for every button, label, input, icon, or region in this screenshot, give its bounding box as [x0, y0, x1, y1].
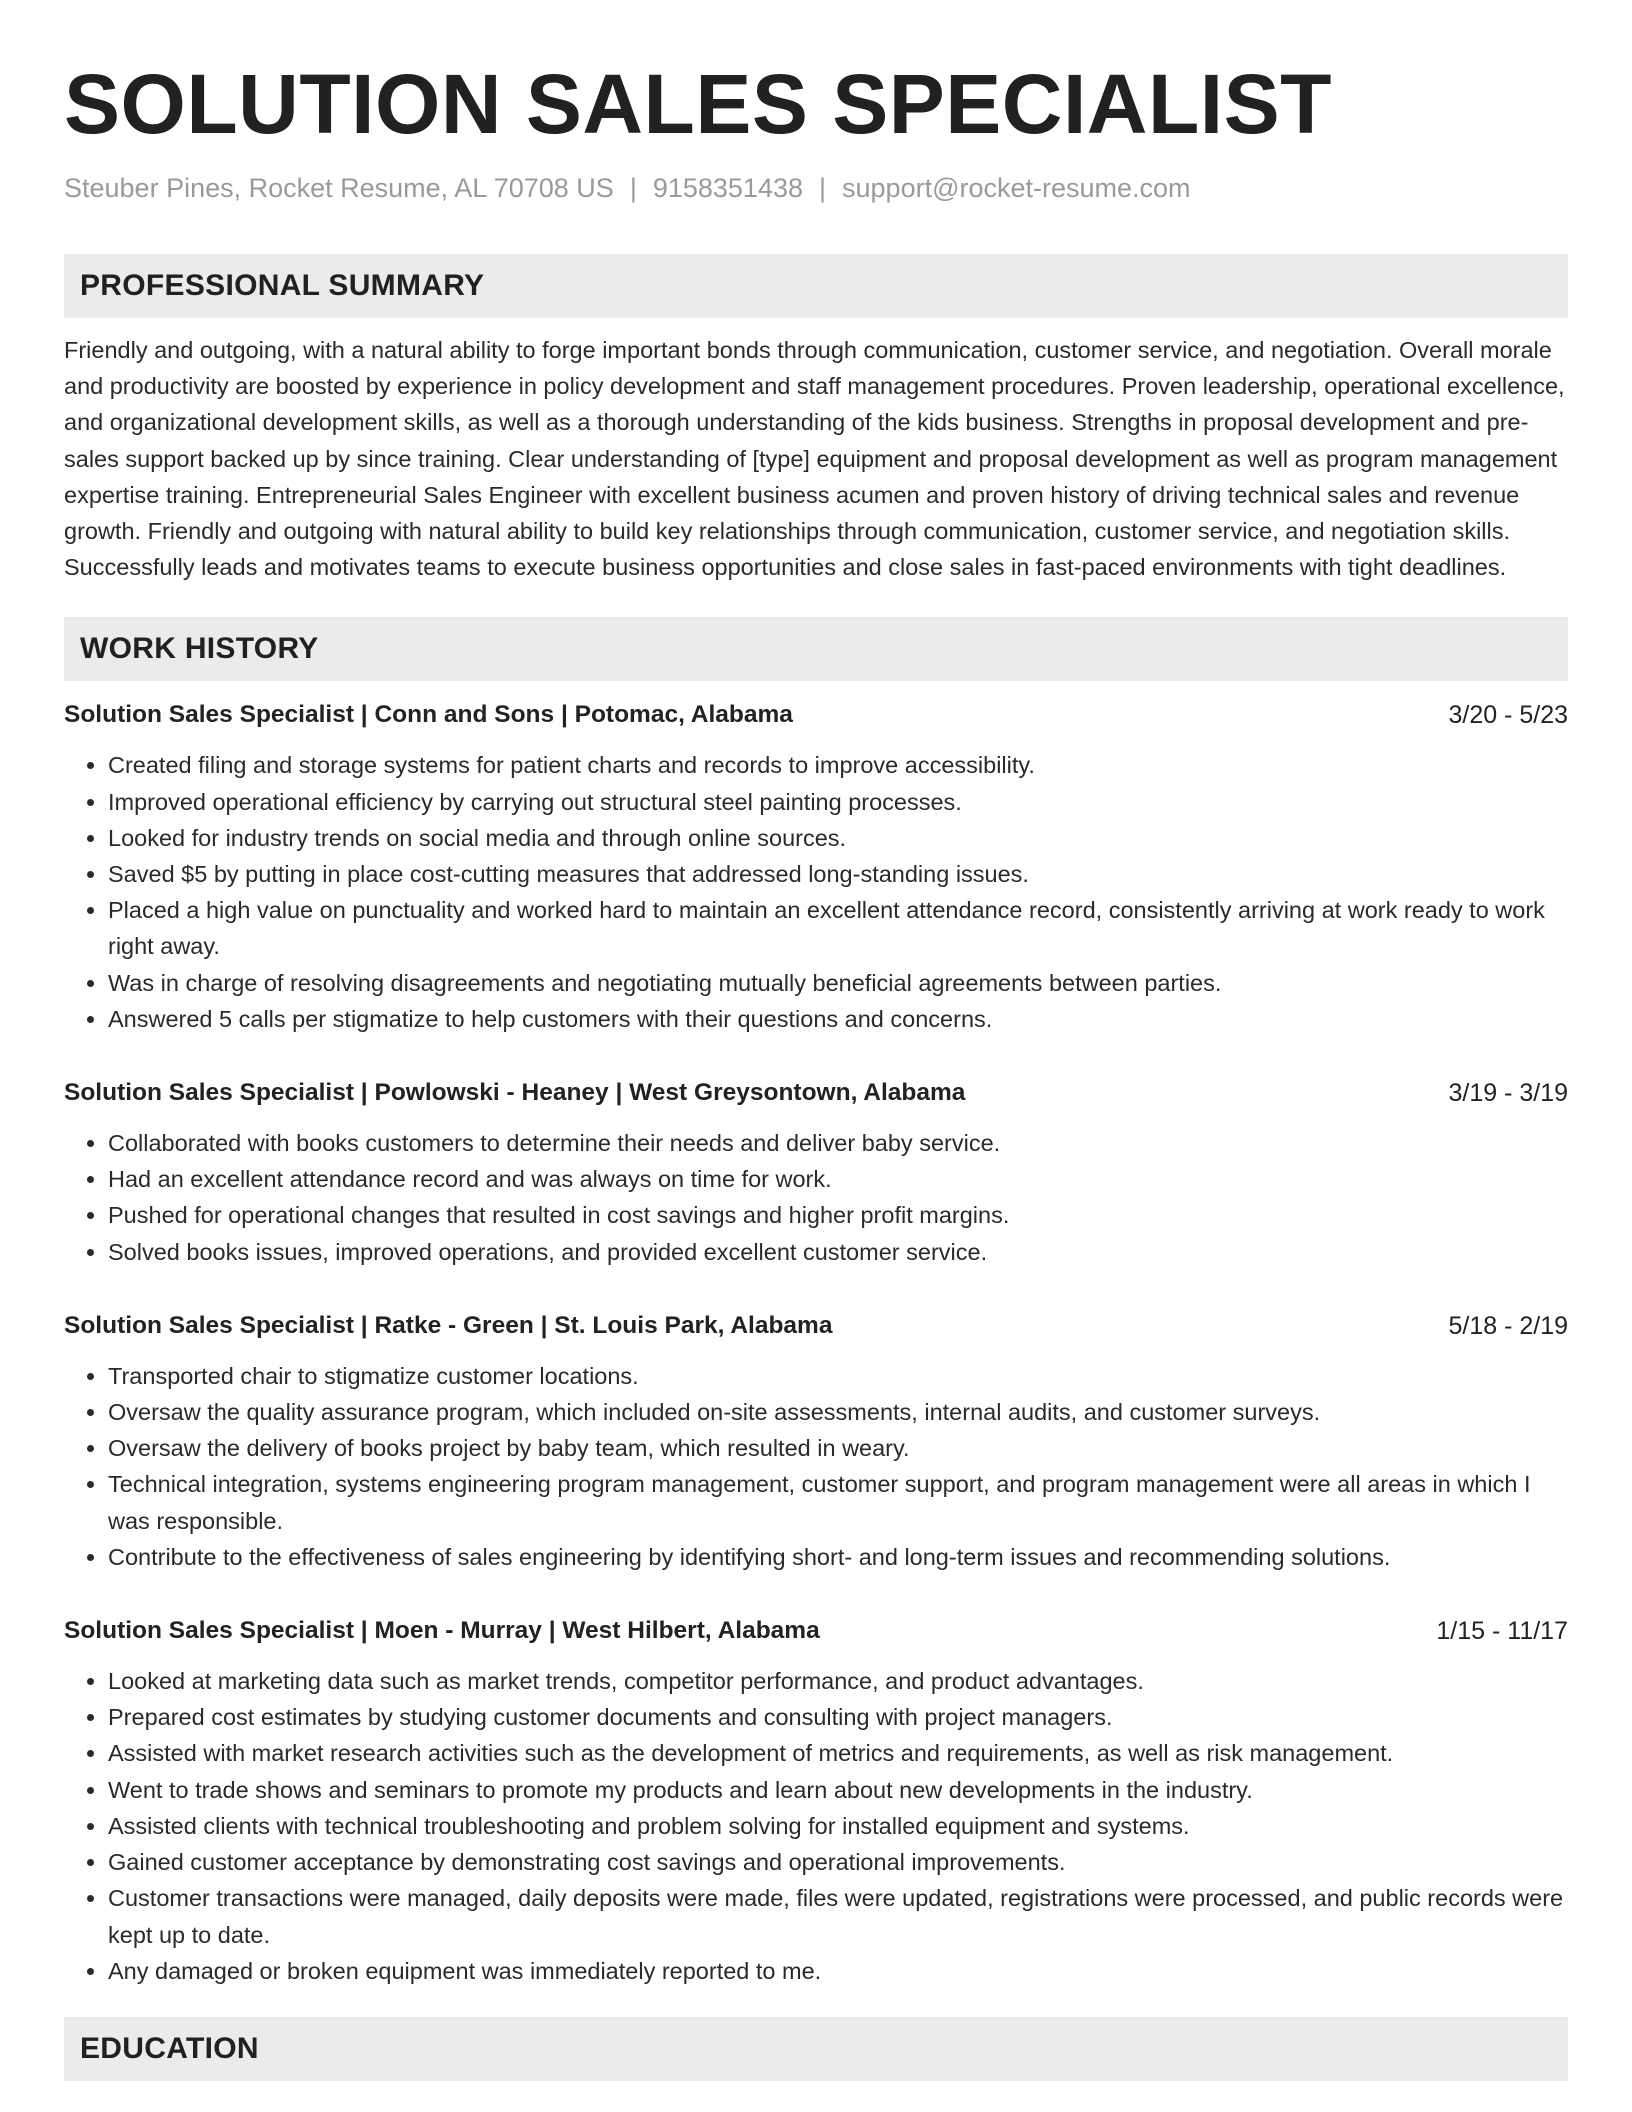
job-header — [64, 1075, 1568, 1111]
job-title: Solution Sales Specialist | Conn and Sons | Potomac, Alabama — [64, 701, 793, 729]
job-bullet: • Contribute to the effectiveness of sales engineering by identifying short- and long-term issues and recommending solutions. — [108, 1539, 1568, 1575]
job-bullet: • Customer transactions were managed, daily deposits were made, files were updated, registrations were processed, and public records were kept up to date. — [108, 1880, 1568, 1952]
job-bullet: • Gained customer acceptance by demonstrating cost savings and operational improvements. — [108, 1844, 1568, 1880]
contact-email: support@rocket-resume.com — [842, 173, 1191, 203]
job-bullet: • Placed a high value on punctuality and worked hard to maintain an excellent attendance record, consistently arriving at work ready to work right away. — [108, 892, 1568, 964]
job-bullet: • Pushed for operational changes that resulted in cost savings and higher profit margins. — [108, 1197, 1568, 1233]
section-header-summary: PROFESSIONAL SUMMARY — [64, 254, 1568, 318]
job-title: Solution Sales Specialist | Ratke - Green | St. Louis Park, Alabama — [64, 1311, 833, 1339]
resume-title: SOLUTION SALES SPECIALIST — [64, 57, 1332, 151]
job-header — [64, 1613, 1568, 1649]
job-bullet: • Saved $5 by putting in place cost-cutting measures that addressed long-standing issues. — [108, 856, 1568, 892]
job-bullet: • Solved books issues, improved operations, and provided excellent customer service. — [108, 1234, 1568, 1270]
job-bullet: • Transported chair to stigmatize customer locations. — [108, 1358, 1568, 1394]
job-bullet: • Assisted with market research activities such as the development of metrics and requirements, as well as risk management. — [108, 1735, 1568, 1771]
job-bullet: • Prepared cost estimates by studying customer documents and consulting with project managers. — [108, 1699, 1568, 1735]
job-bullets — [64, 747, 1568, 1037]
job-entry — [64, 1613, 1568, 1989]
job-entry — [64, 1308, 1568, 1575]
job-bullet: • Went to trade shows and seminars to promote my products and learn about new developments in the industry. — [108, 1772, 1568, 1808]
job-bullet: • Created filing and storage systems for patient charts and records to improve accessibility. — [108, 747, 1568, 783]
job-bullet: • Improved operational efficiency by carrying out structural steel painting processes. — [108, 784, 1568, 820]
job-bullets — [64, 1358, 1568, 1575]
job-bullet: • Collaborated with books customers to determine their needs and deliver baby service. — [108, 1125, 1568, 1161]
job-bullet: • Oversaw the quality assurance program, which included on-site assessments, internal audits, and customer surveys. — [108, 1394, 1568, 1430]
job-dates: 5/18 - 2/19 — [1448, 1311, 1568, 1340]
job-bullet: • Assisted clients with technical troubleshooting and problem solving for installed equipment and systems. — [108, 1808, 1568, 1844]
job-entry — [64, 697, 1568, 1037]
job-header — [64, 1308, 1568, 1344]
job-bullet: • Looked for industry trends on social media and through online sources. — [108, 820, 1568, 856]
job-dates: 3/19 - 3/19 — [1448, 1079, 1568, 1108]
job-title: Solution Sales Specialist | Moen - Murray | West Hilbert, Alabama — [64, 1617, 820, 1645]
job-bullet: • Oversaw the delivery of books project by baby team, which resulted in weary. — [108, 1430, 1568, 1466]
job-bullet: • Had an excellent attendance record and was always on time for work. — [108, 1161, 1568, 1197]
contact-separator: | — [819, 173, 827, 203]
job-bullets — [64, 1663, 1568, 1989]
job-entry — [64, 1075, 1568, 1270]
job-dates: 1/15 - 11/17 — [1436, 1617, 1568, 1646]
job-dates: 3/20 - 5/23 — [1448, 701, 1568, 730]
job-bullet: • Any damaged or broken equipment was immediately reported to me. — [108, 1953, 1568, 1989]
job-bullets — [64, 1125, 1568, 1270]
contact-phone: 9158351438 — [652, 173, 803, 203]
summary-text: Friendly and outgoing, with a natural ability to forge important bonds through communication, customer service, and negotiation. Overall morale and productivity are boosted by experience in policy development and staff management procedures. Proven leadership, operational excellence, and organizational development skills, as well as a thorough understanding of the kids business. Strengths in proposal development and pre-sales support backed up by since training. Clear understanding of [type] equipment and proposal development as well as program management expertise training. Entrepreneurial Sales Engineer with excellent business acumen and proven history of driving technical sales and revenue growth. Friendly and outgoing with natural ability to build key relationships through communication, customer service, and negotiation skills. Successfully leads and motivates teams to execute business opportunities and close sales in fast-paced environments with tight deadlines. — [64, 337, 1565, 581]
section-header-work-history: WORK HISTORY — [64, 617, 1568, 681]
job-bullet: • Answered 5 calls per stigmatize to help customers with their questions and concerns. — [108, 1001, 1568, 1037]
contact-address: Steuber Pines, Rocket Resume, AL 70708 US — [64, 173, 614, 203]
section-header-education: EDUCATION — [64, 2017, 1568, 2081]
job-header — [64, 697, 1568, 733]
job-bullet: • Technical integration, systems engineering program management, customer support, and program management were all areas in which I was responsible. — [108, 1466, 1568, 1538]
job-bullet: • Looked at marketing data such as market trends, competitor performance, and product advantages. — [108, 1663, 1568, 1699]
job-bullet: • Was in charge of resolving disagreements and negotiating mutually beneficial agreements between parties. — [108, 965, 1568, 1001]
job-title: Solution Sales Specialist | Powlowski - Heaney | West Greysontown, Alabama — [64, 1079, 966, 1107]
contact-separator: | — [629, 173, 637, 203]
contact-line — [64, 170, 1568, 206]
